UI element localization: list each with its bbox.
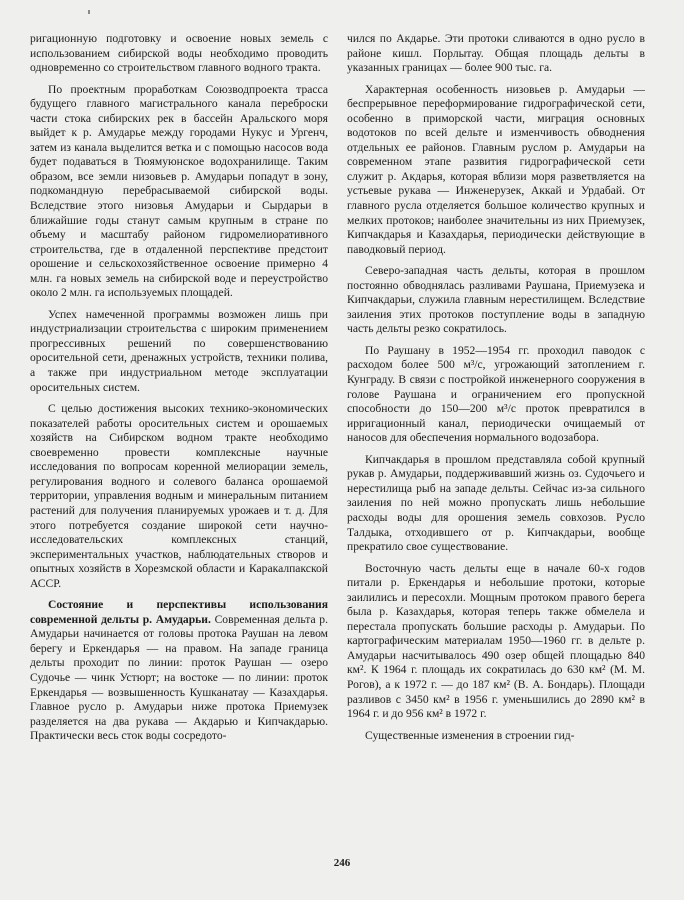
- paragraph: [30, 32, 328, 76]
- paragraph: [347, 344, 645, 446]
- paragraph: [347, 264, 645, 337]
- paragraph: [30, 598, 328, 743]
- paragraph: [347, 453, 645, 555]
- page-number: 246: [333, 857, 351, 869]
- paragraph-text: По проектным проработкам Союзводпроекта трасса будущего главного магистрального канала переброски части стока сибирских рек в бассейн Аральского моря выйдет к р. Амударье между городами Нукус и Ургенч, затем из канала выделится ветка и с помощью насосов вода будет подаваться в Тюямуюнское водохранилище. Таким образом, все земли низовьев р. Амударьи попадут в зону, подкомандную перебрасываемой сибирской воды. Вследствие этого низовья Амударьи и Сырдарьи в ближайшие годы станут самым крупным в стране по объему и масштабу районом гидромелиоративного строительства, где в отдаленной перспективе предстоит орошение и сельскохозяйственное освоение примерно 4 млн. га новых земель на сибирской воде и переустройство около 2 млн. га используемых площадей.: [30, 82, 328, 300]
- paragraph-text: Характерная особенность низовьев р. Амударьи — беспрерывное переформирование гидрографической сети, особенно в приморской части, миграция основных водотоков по всей дельте и изменчивость обводнения отдельных ее районов. Главным руслом р. Амударьи на современном этапе развития гидрографической сети служит р. Акдарья, которая вблизи моря разветвляется на устьевые рукава — Инженерузек, Аккай и Урдабай. От главного русла отделяется большое количество крупных и мелких протоков; наиболее значительны из них Приемузек, Кипчакдарья и Казахдарья, периодически действующие в паводковый период.: [347, 82, 645, 256]
- paragraph: [347, 562, 645, 722]
- right-column: [347, 32, 645, 743]
- paragraph: [30, 83, 328, 301]
- paragraph-text: ригационную подготовку и освоение новых земель с использованием сибирской воды необходимо проводить одновременно со строительством главного водного тракта.: [30, 32, 328, 75]
- paragraph-text: С целью достижения высоких технико-экономических показателей работы оросительных систем и орошаемых хозяйств на Сибирском водном тракте необходимо своевременно провести комплексные научные исследования по вопросам коренной мелиорации земель, регулирования водного и солевого баланса орошаемой территории, управления водным и минеральным питанием растений для получения планируемых урожаев и т. д. Для этого потребуется создание широкой сети научно-исследовательских комплексных станций, экспериментальных участков, наблюдательных створов и опытных хозяйств в Хорезмской области и Каракалпакской АССР.: [30, 402, 328, 590]
- paragraph: [30, 308, 328, 395]
- paragraph: [347, 83, 645, 258]
- paragraph: [30, 402, 328, 591]
- paragraph-text: Северо-западная часть дельты, которая в прошлом постоянно обводнялась разливами Раушана, Приемузека и Кипчакдарьи, служила главным нерестилищем. Вследствие заиления этих протоков поступление воды в западную часть дельты резко сократилось.: [347, 264, 645, 336]
- paragraph-text: Существенные изменения в строении гид-: [365, 728, 575, 742]
- paragraph-text: Современная дельта р. Амударьи начинается от головы протока Раушан на левом берегу и Еркендарья — на правом. На западе граница дельты проходит по линии: проток Раушан — озеро Судочье — чинк Устюрт; на востоке — по линии: проток Еркендарья — возвышенность Кушканатау — Казахдарья. Главное русло р. Амударьи ниже протока Приемузек разделяется на два рукава — Акдарью и Кипчакдарью. Практически весь сток воды сосредото-: [30, 612, 328, 743]
- left-column: [30, 32, 328, 744]
- paragraph-text: Кипчакдарья в прошлом представляла собой крупный рукав р. Амударьи, поддерживавший жизнь оз. Судочьего и нерестилища рыб на западе дельты. Сейчас из-за сильного заиления по ней можно пропускать лишь небольшие расходы воды для орошения земель совхозов. Русло Талдыка, отходившего от р. Кипчакдарьи, вообще прекратило свое существование.: [347, 452, 645, 554]
- paragraph: [347, 729, 645, 744]
- paragraph: [347, 32, 645, 76]
- paragraph-text: чился по Акдарье. Эти протоки сливаются в одно русло в районе кишл. Порлытау. Общая площадь дельты в указанных границах — более 900 тыс. га.: [347, 32, 645, 75]
- section-heading: Состояние и перспективы использования современной дельты р. Амударьи.: [30, 598, 328, 626]
- scan-mark: [88, 10, 90, 14]
- paragraph-text: Восточную часть дельты еще в начале 60-х годов питали р. Еркендарья и небольшие протоки, которые заилились и пересохли. Мощным протоком правого берега была р. Казахдарья, которая теперь также обмелела и перестала пропускать большие расходы р. Амударьи. По картографическим материалам 1950—1960 гг. в дельте р. Амударьи насчитывалось 490 озер общей площадью 840 км². К 1964 г. площадь их сократилась до 630 км² (М. М. Рогов), а к 1972 г. — до 187 км² (В. А. Бондарь). Площади разливов с 3450 км² в 1956 г. уменьшились до 2890 км² в 1964 г. и до 956 км² в 1972 г.: [347, 561, 645, 721]
- paragraph-text: По Раушану в 1952—1954 гг. проходил паводок с расходом более 500 м³/с, угрожающий затоплением г. Кунграду. В связи с постройкой инженерного сооружения в голове Раушана и ограничением его пропускной способности до 150—200 м³/с проток превратился в ирригационный канал, периодически очищаемый от наносов для обеспечения нормального водозабора.: [347, 343, 645, 445]
- paragraph-text: Успех намеченной программы возможен лишь при индустриализации строительства с широким применением прогрессивных решений по совершенствованию оросительной сети, дренажных устройств, техники полива, а также при индустриальном методе эксплуатации оросительных систем.: [30, 307, 328, 394]
